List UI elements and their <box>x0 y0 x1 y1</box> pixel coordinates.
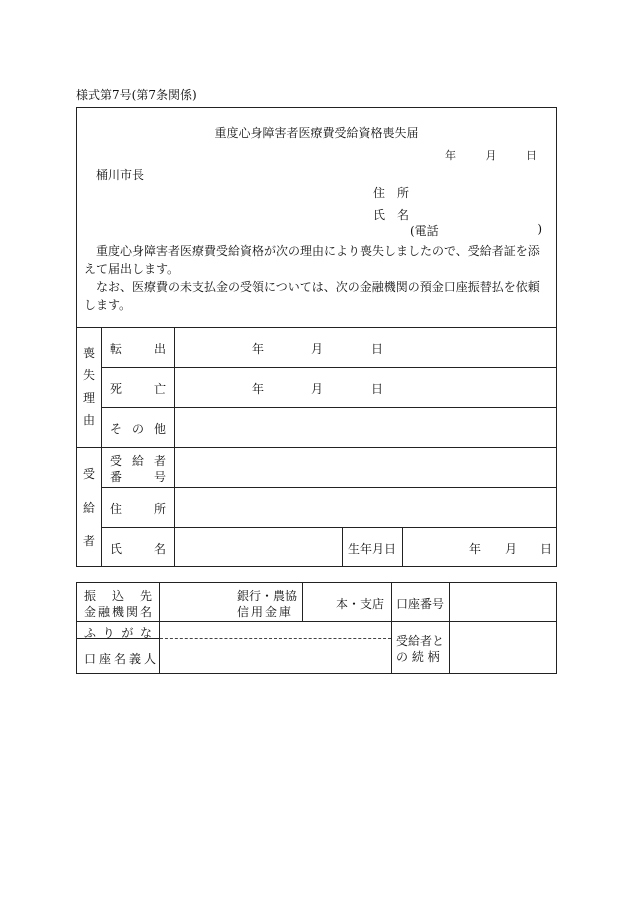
label-char: 者 <box>153 454 166 468</box>
form-number-label: 様式第7号(第7条関係) <box>76 88 197 102</box>
label-char: 喪 <box>82 346 95 360</box>
column-divider <box>402 527 403 567</box>
row-divider <box>101 367 557 368</box>
label-char: の <box>131 422 144 436</box>
year-label: 年 <box>445 149 456 162</box>
column-divider <box>391 582 392 674</box>
row-divider <box>101 407 557 408</box>
recipient-group-label <box>82 465 96 549</box>
label-char: 給 <box>82 500 95 515</box>
column-divider <box>342 527 343 567</box>
relation-label-line1: 受給者と <box>396 634 445 648</box>
row-divider <box>101 487 557 488</box>
column-divider <box>449 582 450 674</box>
financial-institution-label: 金融機関名 <box>84 605 155 619</box>
death-year: 年 <box>252 382 265 396</box>
label-char: 名 <box>153 542 166 556</box>
addressee: 桶川市長 <box>96 168 145 182</box>
label-char: 住 <box>110 502 123 516</box>
row-divider <box>76 447 557 448</box>
label-char: 所 <box>396 186 409 200</box>
label-char: 理 <box>82 390 95 405</box>
label-char: 亡 <box>153 382 166 396</box>
applicant-name-label <box>373 206 409 223</box>
row-divider <box>449 621 557 622</box>
date-of-birth-label: 生年月日 <box>348 542 397 556</box>
column-divider <box>174 327 175 567</box>
label-char: 先 <box>139 589 152 603</box>
death-month: 月 <box>311 382 324 396</box>
moving-year: 年 <box>252 342 265 356</box>
label-char: 号 <box>153 470 166 484</box>
applicant-phone-label <box>410 222 542 239</box>
label-char: 死 <box>110 382 123 396</box>
phone-open: (電話 <box>410 224 439 238</box>
bank-type-line2: 信用金庫 <box>237 605 294 619</box>
column-divider <box>101 327 102 567</box>
label-char: 出 <box>153 342 166 356</box>
recipient-number-label-line2 <box>110 468 166 485</box>
label-char: 名 <box>396 208 409 222</box>
moving-out-label <box>110 340 166 357</box>
furigana-label <box>84 624 152 641</box>
column-divider <box>159 582 160 674</box>
loss-reason-group-label <box>82 344 96 428</box>
declaration-paragraph: 重度心身障害者医療費受給資格が次の理由により喪失しましたので、受給者証を添えて届出します。 <box>84 244 540 276</box>
dob-day: 日 <box>540 542 553 556</box>
recipient-address-label <box>110 500 166 517</box>
day-label: 日 <box>526 149 537 162</box>
row-divider <box>391 621 449 622</box>
table-border <box>76 566 557 567</box>
label-char: 由 <box>82 412 95 427</box>
label-char: な <box>139 626 152 640</box>
dob-year: 年 <box>469 542 482 556</box>
moving-day: 日 <box>371 342 384 356</box>
label-char: 給 <box>131 454 144 468</box>
label-char: 住 <box>373 186 386 200</box>
furigana-divider <box>160 638 391 639</box>
recipient-name-label <box>110 540 166 557</box>
moving-month: 月 <box>311 342 324 356</box>
column-divider <box>302 582 303 622</box>
label-char: 振 <box>84 589 97 603</box>
other-label <box>110 420 166 437</box>
label-char: 失 <box>82 368 95 383</box>
label-char: 番 <box>110 470 123 484</box>
label-char: そ <box>110 422 123 436</box>
relation-label-line2: の 続 柄 <box>396 650 440 664</box>
transfer-destination-label <box>84 587 152 604</box>
label-char: り <box>102 626 115 640</box>
label-char: 他 <box>153 422 166 436</box>
recipient-number-label-line1 <box>110 452 166 469</box>
branch-label: 本・支店 <box>336 597 385 611</box>
label-char: 者 <box>82 534 95 548</box>
row-divider <box>76 621 391 622</box>
month-label: 月 <box>485 149 497 162</box>
account-number-label: 口座番号 <box>396 597 445 611</box>
label-char: が <box>121 626 134 640</box>
label-char: 氏 <box>110 542 123 556</box>
dob-month: 月 <box>505 542 518 556</box>
label-char: ふ <box>84 626 97 640</box>
label-char: 所 <box>153 502 166 516</box>
label-char: 込 <box>111 589 124 603</box>
death-day: 日 <box>371 382 384 396</box>
payment-request-paragraph: なお、医療費の未支払金の受領については、次の金融機関の預金口座振替払を依頼します。 <box>84 280 540 312</box>
death-label <box>110 380 166 397</box>
phone-close: ) <box>537 222 542 236</box>
label-char: 氏 <box>373 208 386 222</box>
document-title: 重度心身障害者医療費受給資格喪失届 <box>214 126 419 140</box>
label-char: 受 <box>110 454 123 468</box>
label-char: 受 <box>82 467 95 481</box>
row-divider <box>101 527 557 528</box>
label-char: 転 <box>110 342 123 356</box>
submission-date <box>445 147 537 163</box>
bank-type-line1: 銀行・農協 <box>237 589 298 603</box>
applicant-address-label <box>373 184 409 201</box>
account-holder-label: 口座名義人 <box>84 652 160 666</box>
